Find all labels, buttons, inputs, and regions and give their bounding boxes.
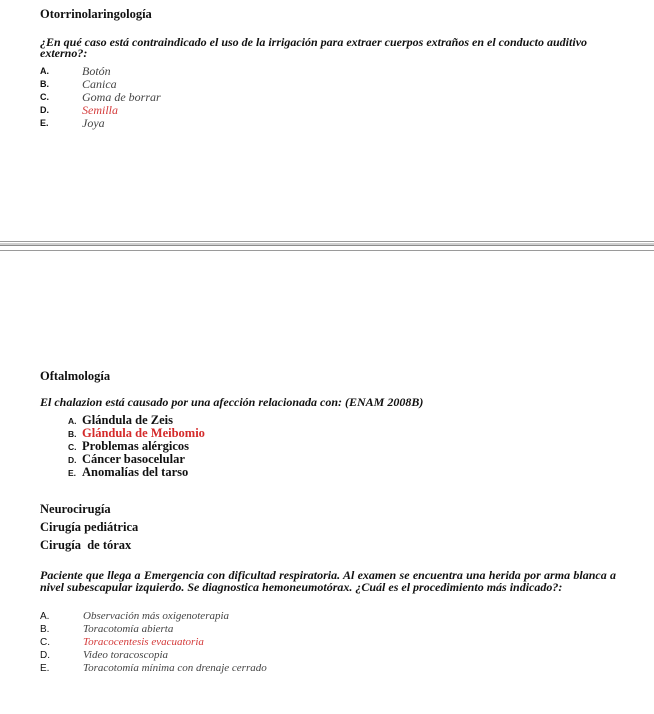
option-text: Botón	[82, 64, 111, 78]
option-letter: C.	[40, 637, 50, 648]
option-text: Cáncer basocelular	[82, 452, 185, 466]
option-letter: D.	[40, 105, 49, 115]
option-letter: B.	[40, 624, 50, 635]
option-letter: A.	[68, 416, 77, 426]
option-text: Problemas alérgicos	[82, 439, 190, 453]
question-text: Paciente que llega a Emergencia con dificultad respiratoria. Al examen se encuentra una herida por arma blanca a nivel subescapular izquierdo. Se diagnostica hemoneumotórax. ¿Cuál es el procedimiento más indicado?:	[40, 568, 616, 595]
answer-list	[40, 64, 240, 130]
answer-option	[68, 450, 185, 466]
option-letter: E.	[40, 663, 50, 674]
answer-list	[68, 411, 268, 477]
question-text: El chalazion está causado por una afección relacionada con: (ENAM 2008B)	[40, 395, 424, 409]
section-heading-cirugia-torax: Cirugía de tórax	[40, 538, 132, 552]
option-text-correct: Semilla	[82, 103, 118, 117]
option-letter: D.	[68, 455, 77, 465]
answer-option	[68, 437, 190, 453]
section-heading-otorrinolaringologia: Otorrinolaringología	[40, 7, 152, 21]
option-text: Glándula de Zeis	[82, 413, 173, 427]
option-letter: E.	[40, 118, 49, 128]
option-text: Observación más oxigenoterapia	[83, 610, 230, 622]
answer-option	[68, 411, 173, 427]
option-letter: B.	[68, 429, 77, 439]
page-divider	[0, 241, 654, 251]
option-text: Canica	[82, 77, 117, 91]
option-letter: D.	[40, 650, 50, 661]
answer-list	[40, 610, 360, 676]
option-text: Video toracoscopia	[83, 649, 169, 661]
option-text: Toracotomía abierta	[83, 623, 174, 635]
option-letter: C.	[40, 92, 49, 102]
answer-option-correct	[68, 424, 205, 440]
section-heading-oftalmologia: Oftalmología	[40, 369, 111, 383]
option-text-correct: Glándula de Meibomio	[82, 426, 205, 440]
question-text: ¿En qué caso está contraindicado el uso de la irrigación para extraer cuerpos extraños en el conducto auditivo externo?:	[40, 35, 588, 60]
option-text-correct: Toracocentesis evacuatoria	[83, 636, 204, 648]
option-letter: B.	[40, 79, 49, 89]
option-text: Toracotomía mínima con drenaje cerrado	[83, 662, 267, 674]
section-heading-cirugia-pediatrica: Cirugía pediátrica	[40, 520, 139, 534]
option-letter: A.	[40, 611, 50, 622]
option-text: Anomalías del tarso	[82, 465, 189, 479]
option-letter: C.	[68, 442, 77, 452]
option-text: Joya	[82, 116, 105, 130]
option-letter: A.	[40, 66, 49, 76]
option-letter: E.	[68, 468, 77, 478]
option-text: Goma de borrar	[82, 90, 161, 104]
answer-option	[68, 463, 189, 479]
section-heading-neurocirugia: Neurocirugía	[40, 502, 111, 516]
